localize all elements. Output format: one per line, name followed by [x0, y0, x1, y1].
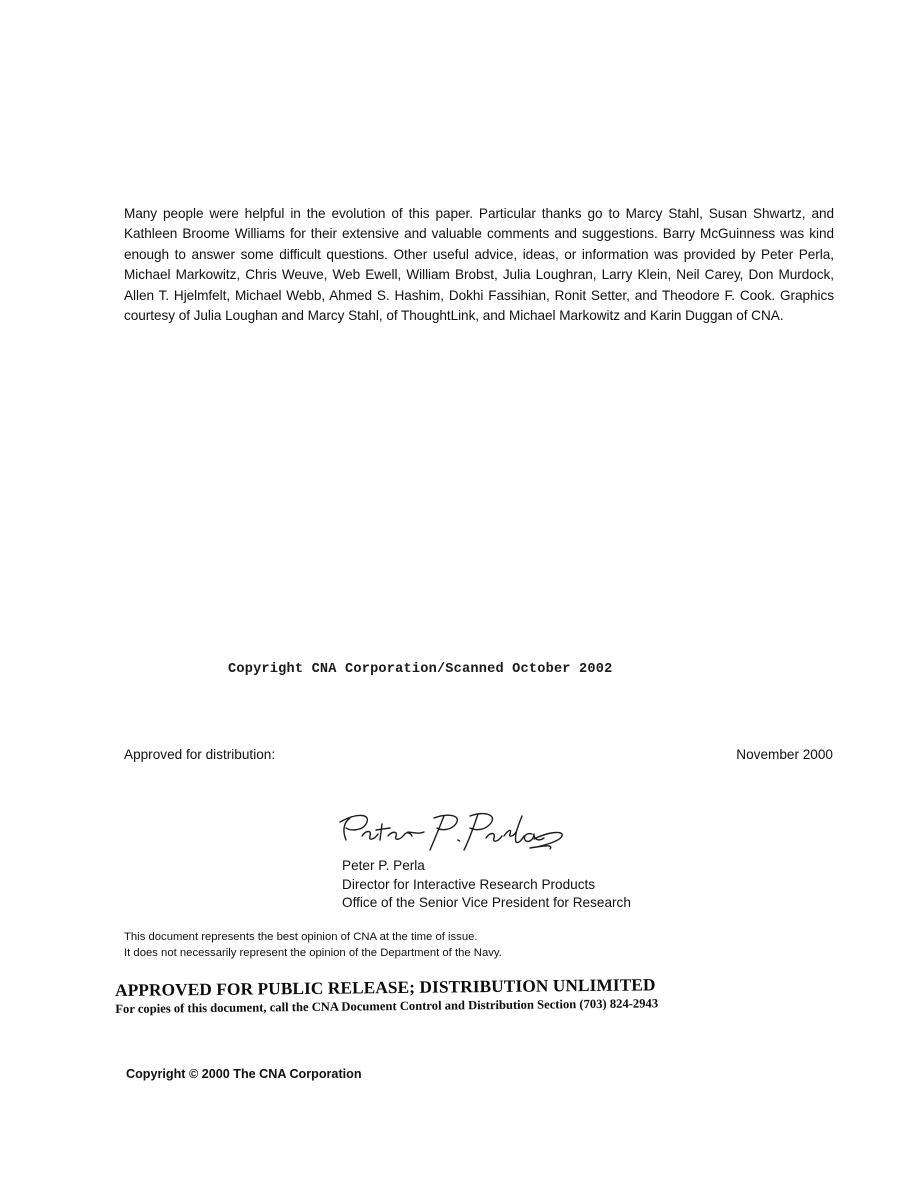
signer-office: Office of the Senior Vice President for Research: [342, 895, 631, 910]
signer-block: [342, 857, 631, 913]
approval-date: November 2000: [736, 747, 833, 762]
approval-label: Approved for distribution:: [124, 747, 276, 762]
signer-title: Director for Interactive Research Products: [342, 876, 596, 892]
signer-name: Peter P. Perla: [342, 858, 425, 873]
release-stamp: [115, 974, 658, 1017]
footer-copyright: Copyright © 2000 The CNA Corporation: [126, 1067, 362, 1081]
disclaimer-line-1: This document represents the best opinion of CNA at the time of issue.: [124, 931, 478, 943]
copies-contact-line: For copies of this document, call the CNA Document Control and Distribution Section (703) 824-2943: [115, 996, 659, 1016]
scan-copyright-notice: Copyright CNA Corporation/Scanned October 2002: [228, 662, 613, 677]
acknowledgment-paragraph: Many people were helpful in the evolution of this paper. Particular thanks go to Marcy Stahl, Susan Shwartz, and Kathleen Broome Williams for their extensive and valuable comments and suggestions. Barry McGuinness was kind enough to answer some difficult questions. Other useful advice, ideas, or information was provided by Peter Perla, Michael Markowitz, Chris Weuve, Web Ewell, William Brobst, Julia Loughran, Larry Klein, Neil Carey, Don Murdock, Allen T. Hjelmfelt, Michael Webb, Ahmed S. Hashim, Dokhi Fassihian, Ronit Setter, and Theodore F. Cook. Graphics courtesy of Julia Loughan and Marcy Stahl, of ThoughtLink, and Michael Markowitz and Karin Duggan of CNA.: [124, 206, 834, 324]
disclaimer-line-2: It does not necessarily represent the opinion of the Department of the Navy.: [124, 947, 502, 959]
disclaimer: [124, 929, 502, 961]
handwritten-signature: [336, 806, 566, 858]
release-statement: APPROVED FOR PUBLIC RELEASE; DISTRIBUTION UNLIMITED: [115, 975, 656, 1000]
